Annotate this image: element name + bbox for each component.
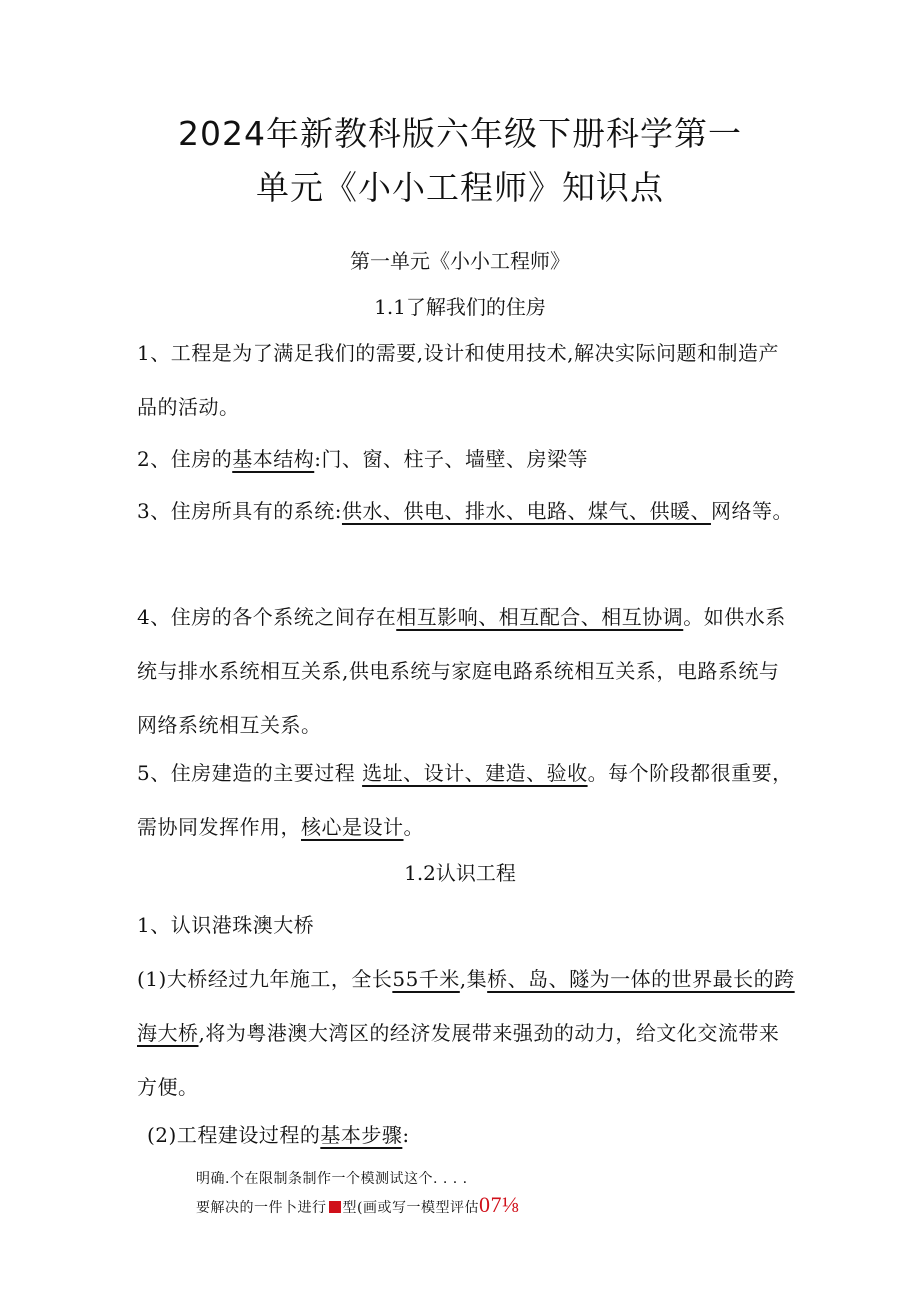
paragraph-3-text-end: 网络等。 — [710, 499, 793, 523]
paragraph-1: 1、工程是为了满足我们的需要,设计和使用技术,解决实际问题和制造产品的活动。 — [137, 341, 779, 419]
underlined-term: 桥、岛、隧为一体的世界最长的跨海大桥 — [137, 967, 795, 1045]
paragraph-8 — [147, 1108, 807, 1162]
paragraph-5-text-end: 。 — [403, 815, 424, 839]
paragraph-3-text: 3、住房所具有的系统: — [137, 499, 342, 523]
paragraph-5-text-mid: 。每个阶段都很重要，需协同发挥作用， — [137, 761, 793, 839]
paragraph-5 — [137, 746, 797, 854]
paragraph-4-text: 4、住房的各个系统之间存在 — [137, 605, 397, 629]
document-title-line-2: 单元《小小工程师》知识点 — [256, 168, 664, 207]
paragraph-7-text: (1)大桥经过九年施工，全长 — [137, 967, 393, 991]
paragraph-2-text-end: :门、窗、柱子、墙壁、房梁等 — [314, 447, 588, 471]
paragraph-6: 1、认识港珠澳大桥 — [137, 913, 315, 937]
paragraph-8-text: (2)工程建设过程的 — [147, 1123, 321, 1147]
figure-caption-line-1: 明确.个在限制条制作一个模测试这个. . . . — [196, 1171, 468, 1187]
paragraph-7-text-mid: ,集 — [459, 967, 488, 991]
section-heading-1-1: 1.1了解我们的住房 — [374, 295, 546, 319]
underlined-term: 基本结构 — [232, 447, 315, 471]
paragraph-7 — [137, 952, 797, 1114]
paragraph-5-text: 5、住房建造的主要过程 — [137, 761, 363, 785]
paragraph-2 — [137, 432, 797, 486]
paragraph-8-text-end: : — [402, 1123, 410, 1147]
paragraph-4-text-end: 。如供水系统与排水系统相互关系,供电系统与家庭电路系统相互关系，电路系统与网络系统相互关系。 — [137, 605, 786, 737]
red-square-icon — [329, 1201, 341, 1213]
underlined-term: 基本步骤 — [320, 1123, 403, 1147]
document-title-line-1: 2024年新教科版六年级下册科学第一 — [178, 114, 742, 153]
figure-caption-line-2 — [196, 1194, 519, 1219]
paragraph-4 — [137, 590, 797, 752]
unit-heading: 第一单元《小小工程师》 — [350, 249, 570, 273]
underlined-term: 55千米 — [392, 967, 460, 991]
underlined-term: 选址、设计、建造、验收 — [362, 761, 588, 785]
paragraph-3 — [137, 484, 797, 538]
paragraph-2-text: 2、住房的 — [137, 447, 233, 471]
section-heading-1-2: 1.2认识工程 — [404, 861, 516, 885]
paragraph-7-text-end: ,将为粤港澳大湾区的经济发展带来强劲的动力，给文化交流带来方便。 — [137, 1021, 780, 1099]
underlined-term: 相互影响、相互配合、相互协调 — [396, 605, 684, 629]
underlined-term: 供水、供电、排水、电路、煤气、供暖、 — [341, 499, 711, 523]
figure-caption-text: 要解决的一件卜进行 — [196, 1200, 327, 1216]
underlined-term: 核心是设计 — [301, 815, 404, 839]
figure-caption-text-2: 型(画或写一模型评估 — [342, 1200, 479, 1216]
figure-caption-red-number: 07⅛ — [478, 1192, 519, 1217]
